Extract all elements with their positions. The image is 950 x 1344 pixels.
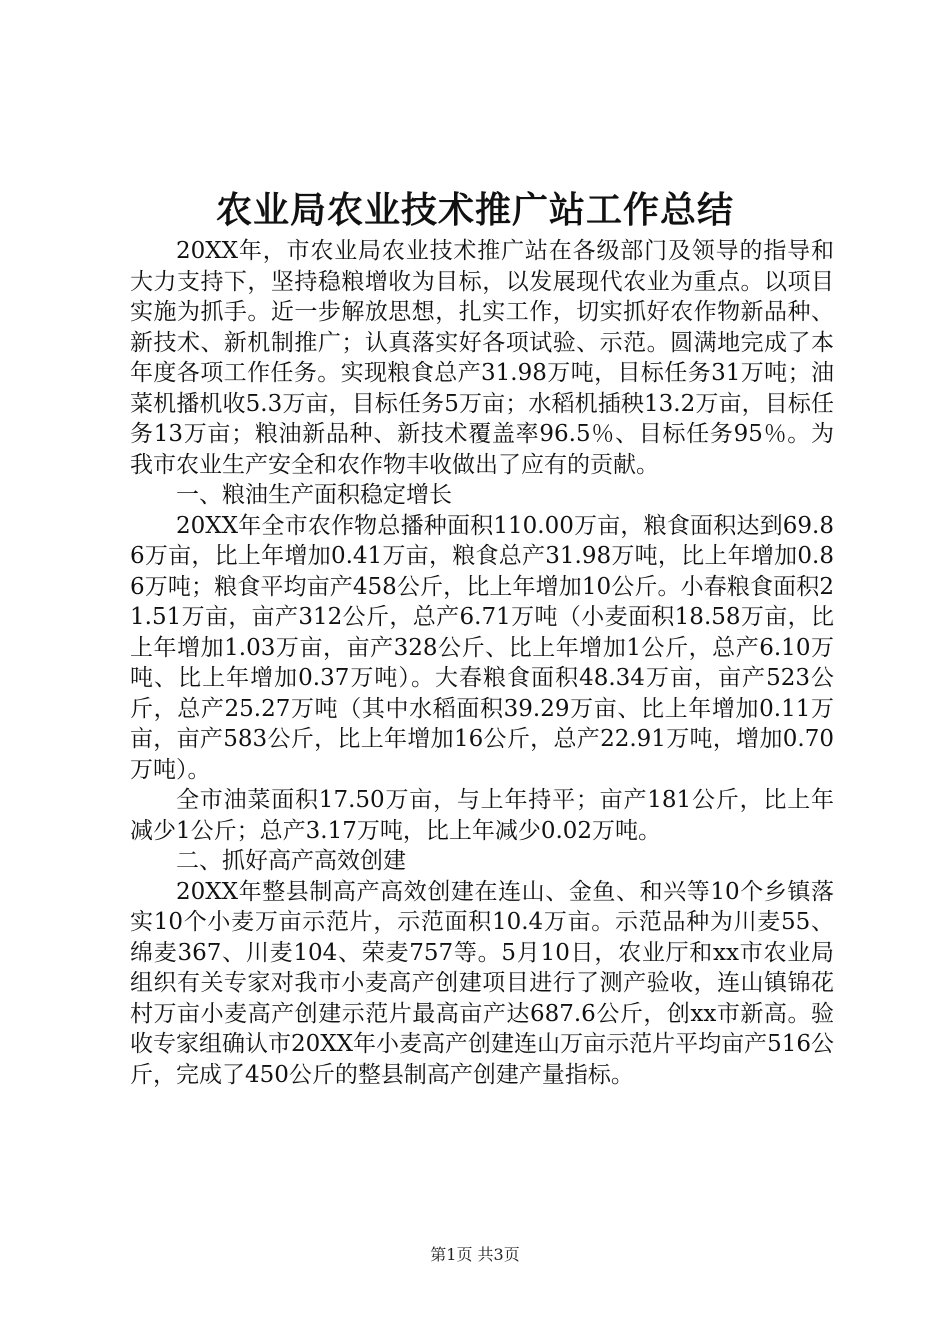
section-heading-1: 一、粮油生产面积稳定增长 [176,482,452,508]
intro-paragraph: 20XX年，市农业局农业技术推广站在各级部门及领导的指导和大力支持下，坚持稳粮增收为目标，以发展现代农业为重点。以项目实施为抓手。近一步解放思想，扎实工作，切实抓好农作物新品种、新技术、新机制推广；认真落实好各项试验、示范。圆满地完成了本年度各项工作任务。实现粮食总产31.98万吨，目标任务31万吨；油菜机播机收5.3万亩，目标任务5万亩；水稻机插秧13.2万亩，目标任务13万亩；粮油新品种、新技术覆盖率96.5％、目标任务95％。为我市农业生产安全和农作物丰收做出了应有的贡献。 [130,238,834,478]
page-footer: 第1页 共3页 [430,1245,520,1264]
page-title: 农业局农业技术推广站工作总结 [215,189,734,231]
section-heading-2: 二、抓好高产高效创建 [176,848,406,874]
rapeseed-paragraph: 全市油菜面积17.50万亩，与上年持平；亩产181公斤，比上年减少1公斤；总产3.17万吨，比上年减少0.02万吨。 [130,787,834,844]
grain-paragraph: 20XX年全市农作物总播种面积110.00万亩，粮食面积达到69.86万亩，比上年增加0.41万亩，粮食总产31.98万吨，比上年增加0.86万吨；粮食平均亩产458公斤，比上年增加10公斤。小春粮食面积21.51万亩，亩产312公斤，总产6.71万吨（小麦面积18.58万亩，比上年增加1.03万亩，亩产328公斤、比上年增加1公斤，总产6.10万吨、比上年增加0.37万吨）。大春粮食面积48.34万亩，亩产523公斤，总产25.27万吨（其中水稻面积39.29万亩、比上年增加0.11万亩，亩产583公斤，比上年增加16公斤，总产22.91万吨，增加0.70万吨）。 [130,512,834,783]
high-yield-paragraph: 20XX年整县制高产高效创建在连山、金鱼、和兴等10个乡镇落实10个小麦万亩示范片，示范面积10.4万亩。示范品种为川麦55、绵麦367、川麦104、荣麦757等。5月10日，农业厅和xx市农业局组织有关专家对我市小麦高产创建项目进行了测产验收，连山镇锦花村万亩小麦高产创建示范片最高亩产达687.6公斤，创xx市新高。验收专家组确认市20XX年小麦高产创建连山万亩示范片平均亩产516公斤，完成了450公斤的整县制高产创建产量指标。 [130,878,834,1088]
document-body [130,236,834,1090]
